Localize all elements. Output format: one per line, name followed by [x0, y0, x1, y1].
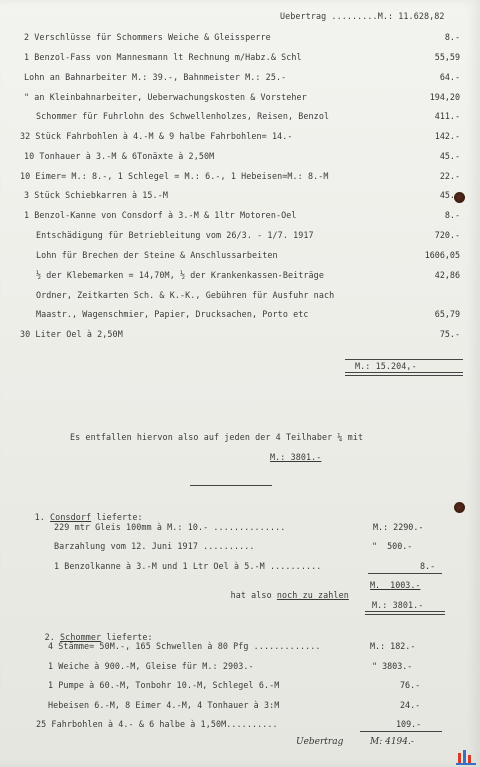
schommer-row: Hebeisen 6.-M, 8 Eimer 4.-M, 4 Tonhauer à 3:M: [48, 700, 280, 710]
expense-amount: 8.-: [444, 32, 460, 42]
expense-item: Ordner, Zeitkarten Sch. & K.-K., Gebühren für Ausfuhr nach: [36, 290, 335, 300]
handwritten-carry-amount: M: 4194.-: [370, 737, 414, 747]
expense-amount: 142.-: [434, 131, 460, 141]
schommer-row: 1 Weiche à 900.-M, Gleise für M.: 2903.-: [48, 661, 254, 671]
share-amount: M.: 3801.-: [270, 452, 322, 462]
expense-item: 2 Verschlüsse für Schommers Weiche & Gleissperre: [24, 32, 271, 42]
expense-amount: 45.-: [439, 151, 460, 161]
section-number: 2.: [44, 632, 55, 642]
supplier-name: Consdorf: [50, 512, 92, 522]
consdorf-row: 1 Benzolkanne à 3.-M und 1 Ltr Oel à 5.-M ..........: [54, 561, 322, 571]
expense-item: " an Kleinbahnarbeiter, Ueberwachungskosten & Vorsteher: [24, 92, 307, 102]
expense-amount: 194,20: [429, 92, 460, 102]
schommer-row-amount: 109.-: [396, 719, 422, 729]
expense-item: 10 Eimer= M.: 8.-, 1 Schlegel = M.: 6.-, 1 Hebeisen=M.: 8.-M: [20, 171, 329, 181]
total-amount: M.: 15.204,-: [355, 361, 417, 371]
consdorf-row: Barzahlung vom 12. Juni 1917 ..........: [54, 541, 255, 551]
expense-amount: 75.-: [439, 329, 460, 339]
expense-amount: 42,86: [434, 270, 460, 280]
consdorf-final-amount: M.: 3801.-: [372, 600, 424, 610]
consdorf-owed-amount: M. 1003.-: [370, 580, 421, 590]
schommer-row: 1 Pumpe à 60.-M, Tonbohr 10.-M, Schlegel 6.-M: [48, 680, 280, 690]
supplier-name: Schommer: [60, 632, 102, 642]
carry-over-line: Uebertrag .........M.: 11.628,82: [280, 11, 445, 21]
schommer-row-amount: 76.-: [400, 680, 421, 690]
owed-label: noch zu zahlen: [276, 590, 349, 600]
consdorf-row: 229 mtr Gleis 100mm à M.: 10.- ..............: [54, 522, 286, 532]
expense-item: ½ der Klebemarken = 14,70M, ½ der Krankenkassen-Beiträge: [36, 270, 324, 280]
separator-rule: [190, 485, 272, 486]
expense-item: Lohn für Brechen der Steine & Anschlussarbeiten: [36, 250, 278, 260]
expense-item: 3 Stück Schiebkarren à 15.-M: [24, 190, 168, 200]
consdorf-row-amount: 8.-: [420, 561, 436, 571]
expense-amount: 1606,05: [424, 250, 460, 260]
handwritten-carry-label: Uebertrag: [296, 737, 344, 747]
expense-amount: 22.-: [439, 171, 460, 181]
expense-amount: 65,79: [434, 309, 460, 319]
schommer-row-amount: M.: 182.-: [370, 641, 416, 651]
owed-prefix: hat also: [230, 590, 272, 600]
expense-amount: 55,59: [434, 52, 460, 62]
total-double-rule: [345, 372, 463, 376]
expense-item: 30 Liter Oel à 2,50M: [20, 329, 123, 339]
expense-item: Entschädigung für Betriebleitung vom 26/3. - 1/7. 1917: [36, 230, 314, 240]
section-number: 1.: [34, 512, 45, 522]
expense-item: Schommer für Fuhrlohn des Schwellenholzes, Reisen, Benzol: [36, 111, 330, 121]
expense-item: 10 Tonhauer à 3.-M & 6Tonäxte à 2,50M: [24, 151, 215, 161]
archive-logo-icon: [456, 747, 476, 765]
expense-item: 1 Benzol-Fass von Mannesmann lt Rechnung m/Habz.& Schl: [24, 52, 302, 62]
supplier-verb: lieferte:: [96, 512, 143, 522]
expense-item: Maastr., Wagenschmier, Papier, Drucksachen, Porto etc: [36, 309, 309, 319]
consdorf-owed-line: [210, 580, 349, 610]
expense-item: Lohn an Bahnarbeiter M.: 39.-, Bahnmeister M.: 25.-: [24, 72, 287, 82]
expense-item: 32 Stück Fahrbohlen à 4.-M & 9 halbe Fahrbohlen= 14.-: [20, 131, 293, 141]
supplier-verb: lieferte:: [106, 632, 153, 642]
share-statement: Es entfallen hiervon also auf jeden der 4 Teilhaber ¼ mit: [70, 432, 364, 442]
expense-amount: 720.-: [434, 230, 460, 240]
schommer-row-amount: 24.-: [400, 700, 421, 710]
schommer-row-amount: " 3803.-: [372, 661, 413, 671]
total-rule: [345, 359, 463, 360]
expense-item: 1 Benzol-Kanne von Consdorf à 3.-M & 1ltr Motoren-Oel: [24, 210, 297, 220]
expense-amount: 64.-: [439, 72, 460, 82]
schommer-row: 4 Stämme= 50M.-, 165 Schwellen à 80 Pfg .............: [48, 641, 321, 651]
expense-amount: 411.-: [434, 111, 460, 121]
schommer-subtotal-rule: [360, 731, 442, 732]
punch-hole: [454, 502, 465, 513]
consdorf-row-amount: M.: 2290.-: [373, 522, 424, 532]
expense-amount: 8.-: [444, 210, 460, 220]
schommer-row: 25 Fahrbohlen à 4.- & 6 halbe à 1,50M..........: [36, 719, 278, 729]
expense-amount: 45.-: [439, 190, 460, 200]
consdorf-double-rule: [365, 611, 445, 615]
consdorf-subtotal-rule: [368, 573, 442, 574]
consdorf-row-amount: " 500.-: [372, 541, 413, 551]
